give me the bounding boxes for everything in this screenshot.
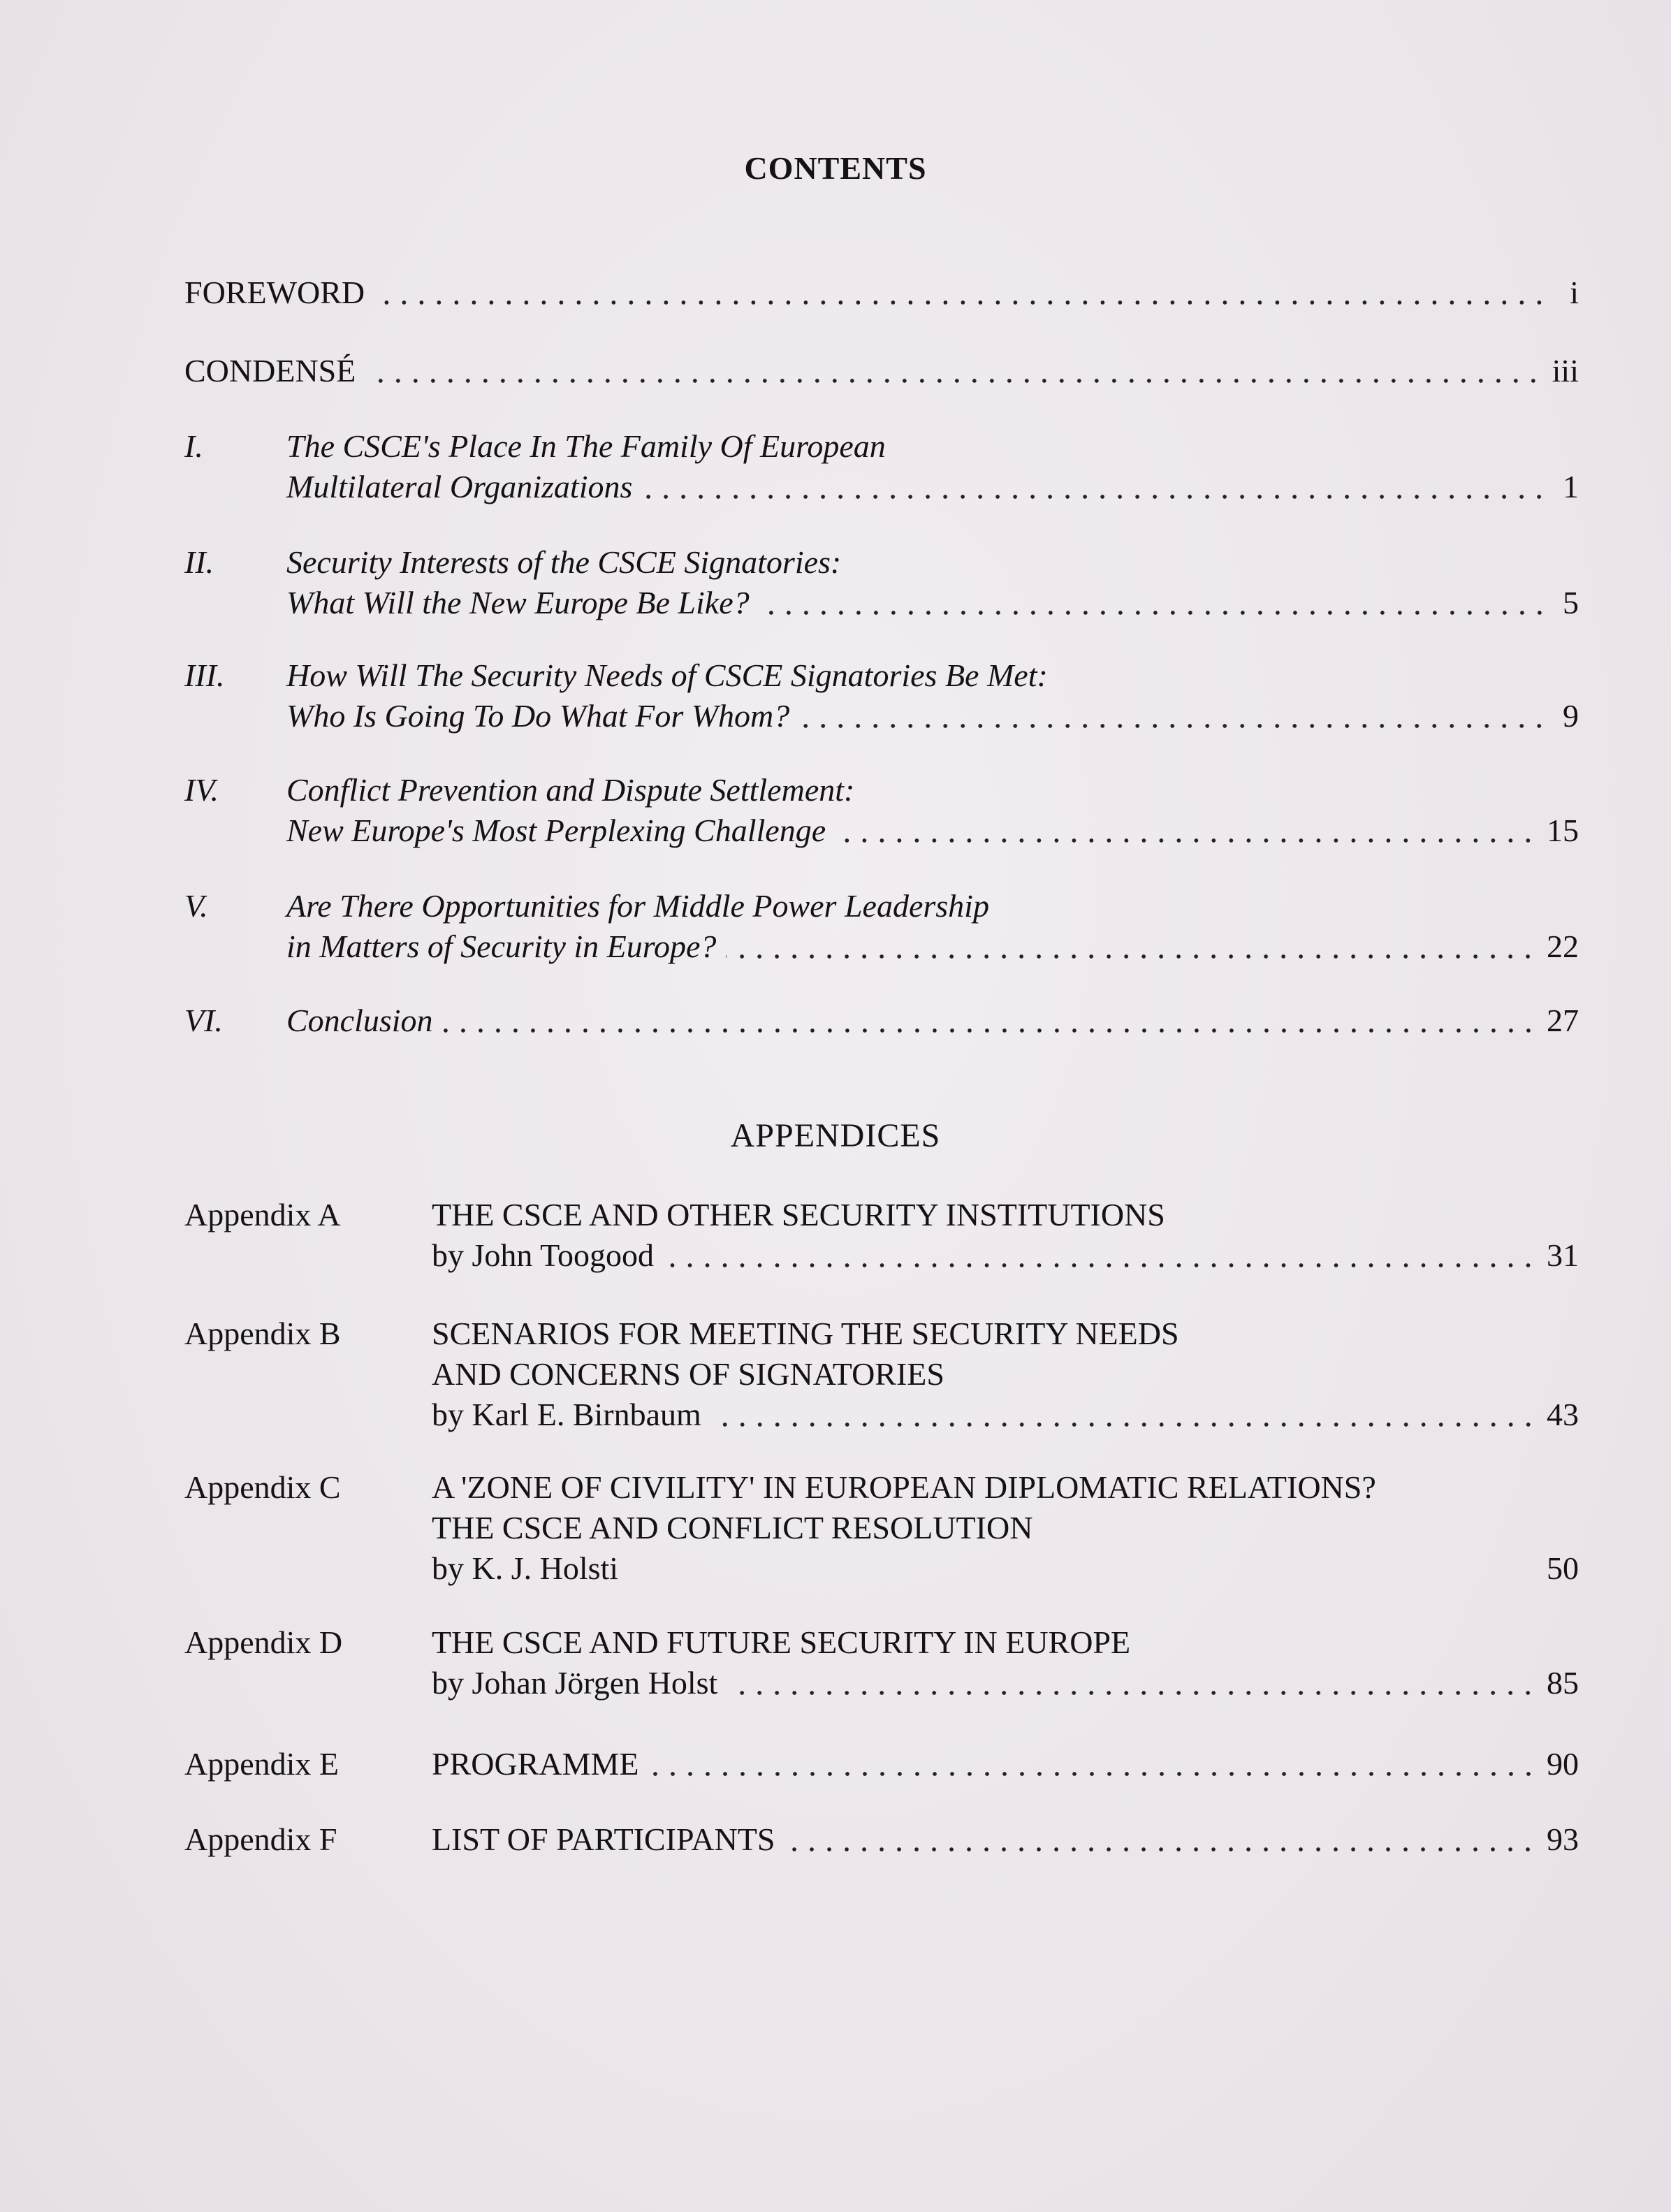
appendix-title-line: PROGRAMME: [432, 1746, 639, 1782]
dot-leader: [711, 1413, 1537, 1427]
toc-page-number: 5: [1563, 585, 1579, 620]
toc-entry-chapter-1[interactable]: [184, 426, 1579, 507]
chapter-number: VI.: [184, 1003, 223, 1038]
appendix-label: Appendix C: [184, 1469, 341, 1505]
appendix-title-line: SCENARIOS FOR MEETING THE SECURITY NEEDS: [432, 1316, 1179, 1351]
toc-entry-appendix-d[interactable]: [184, 1622, 1579, 1703]
appendix-title-line: THE CSCE AND CONFLICT RESOLUTION: [432, 1510, 1033, 1545]
toc-entry-appendix-b[interactable]: [184, 1314, 1579, 1435]
dot-leader: [374, 291, 1548, 305]
toc-page-number: 43: [1547, 1397, 1579, 1432]
dot-leader: [785, 1838, 1537, 1851]
dot-leader: [642, 485, 1548, 499]
dot-leader: [726, 945, 1537, 959]
dot-leader: [664, 1253, 1537, 1267]
dot-leader: [799, 714, 1548, 728]
chapter-number: IV.: [184, 772, 219, 808]
toc-entry-chapter-3[interactable]: [184, 655, 1579, 736]
dot-leader: [727, 1681, 1537, 1695]
appendix-label: Appendix F: [184, 1821, 337, 1857]
toc-page-number: 50: [1547, 1550, 1579, 1586]
appendix-author: by K. J. Holsti: [432, 1550, 619, 1586]
toc-page-number: 93: [1547, 1821, 1579, 1857]
contents-heading: CONTENTS: [744, 150, 927, 186]
dot-leader: [835, 829, 1537, 843]
toc-page-number: iii: [1552, 353, 1579, 388]
chapter-number: I.: [184, 428, 203, 464]
chapter-title-line: New Europe's Most Perplexing Challenge: [286, 813, 826, 848]
appendix-title-line: A 'ZONE OF CIVILITY' IN EUROPEAN DIPLOMATIC RELATIONS?: [432, 1469, 1376, 1505]
appendix-author: by John Toogood: [432, 1237, 654, 1273]
appendix-label: Appendix A: [184, 1197, 341, 1232]
toc-entry-appendix-c[interactable]: [184, 1467, 1579, 1589]
toc-entry-chapter-6[interactable]: [184, 1001, 1579, 1041]
dot-leader: [365, 369, 1542, 383]
toc-entry-appendix-f[interactable]: [184, 1819, 1579, 1860]
chapter-title-line: Multilateral Organizations: [286, 469, 633, 504]
appendix-title-line: LIST OF PARTICIPANTS: [432, 1821, 775, 1857]
chapter-title-line: Conflict Prevention and Dispute Settlement:: [286, 772, 855, 808]
appendix-label: Appendix E: [184, 1746, 340, 1782]
appendix-author: by Johan Jörgen Holst: [432, 1665, 718, 1701]
chapter-title-line: Are There Opportunities for Middle Power Leadership: [286, 888, 989, 924]
toc-page-number: 90: [1547, 1746, 1579, 1782]
toc-entry-label: FOREWORD: [184, 275, 365, 310]
appendix-author: by Karl E. Birnbaum: [432, 1397, 701, 1432]
chapter-title-line: Who Is Going To Do What For Whom?: [286, 698, 790, 734]
dot-leader: [649, 1762, 1537, 1776]
toc-entry-chapter-2[interactable]: [184, 542, 1579, 623]
toc-page-number: 27: [1547, 1003, 1579, 1038]
toc-entry-appendix-a[interactable]: [184, 1195, 1579, 1276]
toc-entry-condense[interactable]: [184, 351, 1579, 391]
chapter-title-line: What Will the New Europe Be Like?: [286, 585, 750, 620]
appendix-title-line: THE CSCE AND FUTURE SECURITY IN EUROPE: [432, 1624, 1131, 1660]
appendix-label: Appendix D: [184, 1624, 343, 1660]
toc-page-number: 31: [1547, 1237, 1579, 1273]
toc-entry-appendix-e[interactable]: [184, 1744, 1579, 1784]
toc-page-number: 1: [1563, 469, 1579, 504]
dot-leader: [443, 1019, 1537, 1033]
chapter-number: II.: [184, 544, 214, 580]
chapter-number: III.: [184, 657, 225, 693]
chapter-title-line: The CSCE's Place In The Family Of European: [286, 428, 886, 464]
chapter-number: V.: [184, 888, 208, 924]
chapter-title-line: Conclusion: [286, 1003, 433, 1038]
toc-page-number: 85: [1547, 1665, 1579, 1701]
toc-entry-chapter-4[interactable]: [184, 770, 1579, 851]
toc-page-number: 15: [1547, 813, 1579, 848]
toc-page-number: 22: [1547, 929, 1579, 964]
appendix-label: Appendix B: [184, 1316, 341, 1351]
chapter-title-line: How Will The Security Needs of CSCE Signatories Be Met:: [286, 657, 1048, 693]
appendix-title-line: THE CSCE AND OTHER SECURITY INSTITUTIONS: [432, 1197, 1165, 1232]
chapter-title-line: in Matters of Security in Europe?: [286, 929, 717, 964]
appendix-title-line: AND CONCERNS OF SIGNATORIES: [432, 1356, 944, 1392]
chapter-title-line: Security Interests of the CSCE Signatories:: [286, 544, 842, 580]
dot-leader: [759, 601, 1548, 615]
toc-page-number: 9: [1563, 698, 1579, 734]
appendices-heading: APPENDICES: [730, 1117, 941, 1154]
toc-entry-chapter-5[interactable]: [184, 886, 1579, 967]
toc-entry-foreword[interactable]: [184, 272, 1579, 313]
toc-entry-label: CONDENSÉ: [184, 353, 356, 388]
toc-page-number: i: [1570, 275, 1579, 310]
